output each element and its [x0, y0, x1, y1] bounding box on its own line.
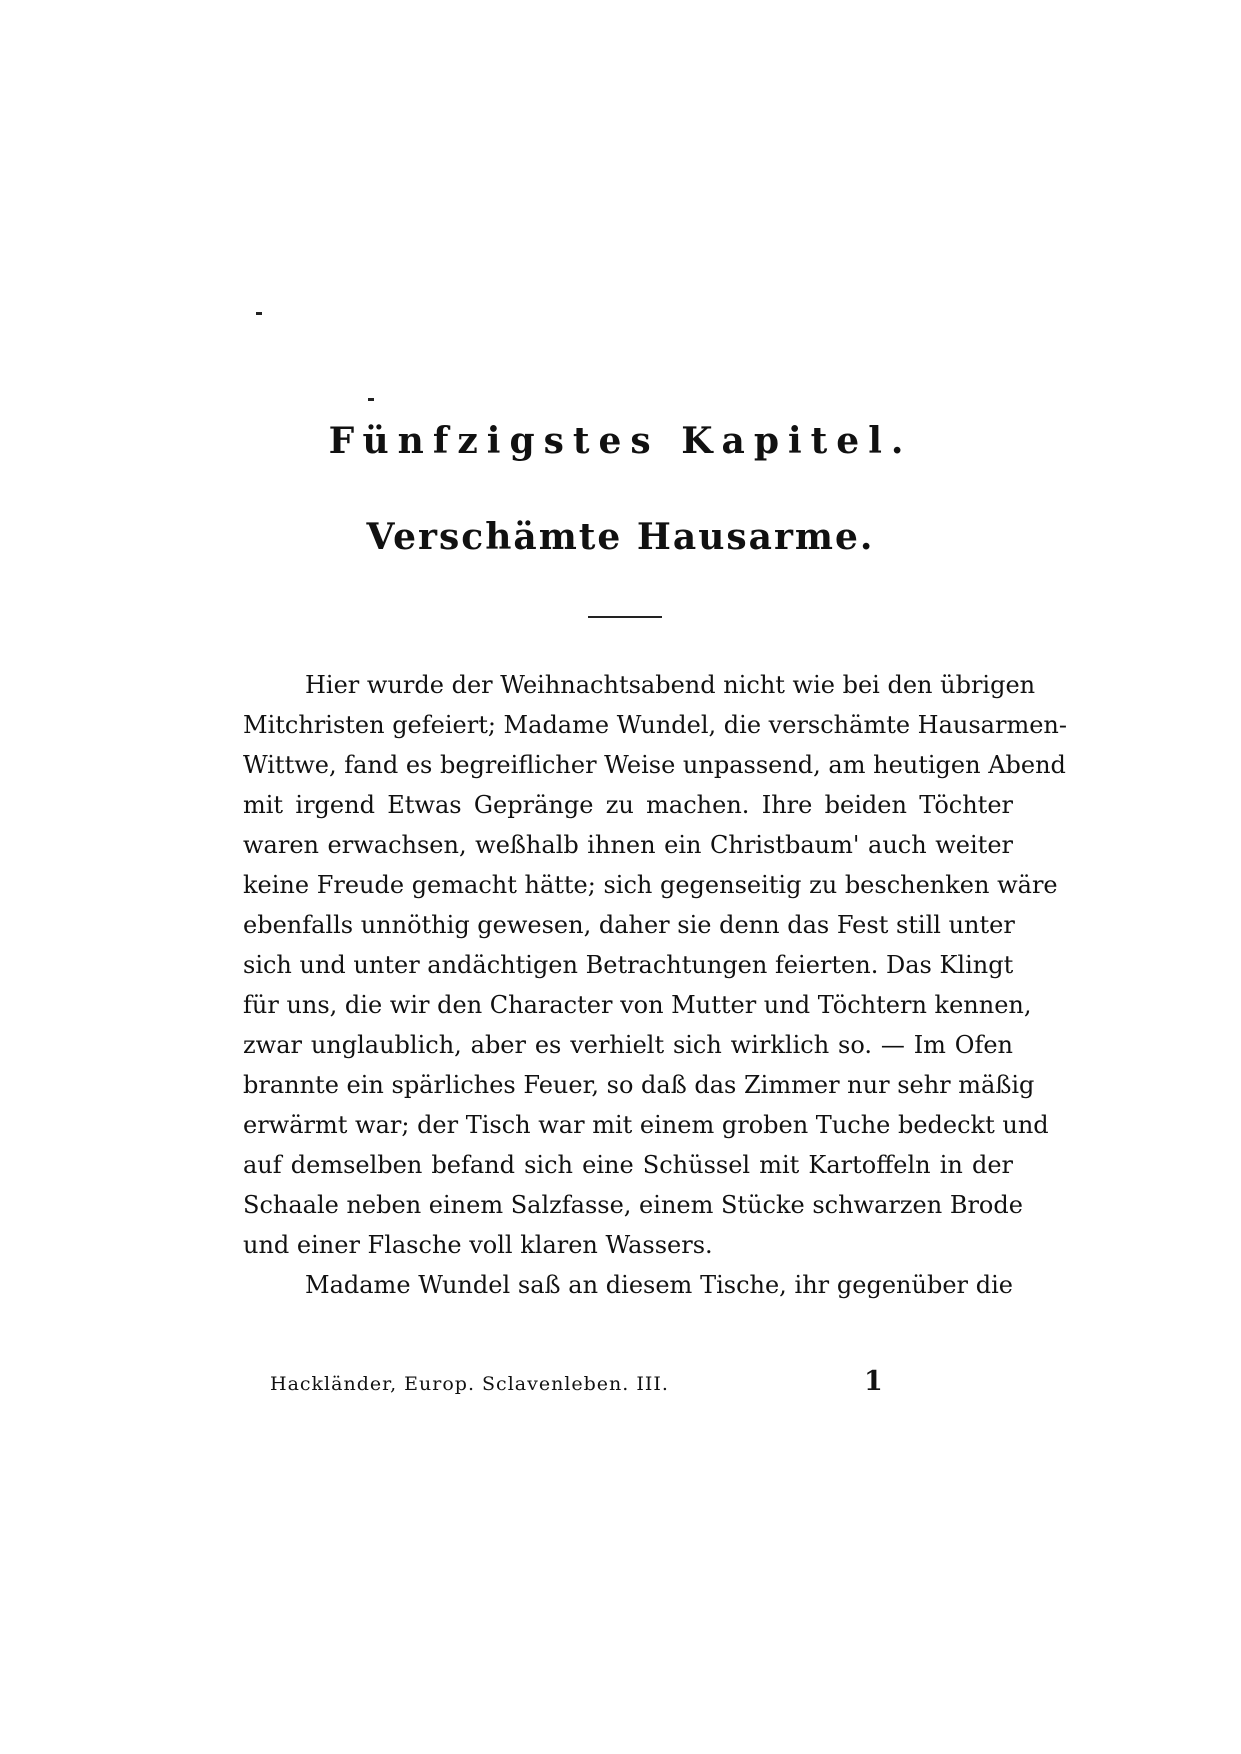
page-number: 1 [864, 1366, 883, 1397]
text-line: Hier wurde der Weihnachtsabend nicht wie bei den übrigen [305, 671, 1036, 699]
stray-ink-mark [368, 398, 374, 401]
stray-ink-mark [256, 312, 262, 315]
text-line: Mitchristen gefeiert; Madame Wundel, die verschämte Hausarmen- [243, 711, 1067, 739]
text-line: mit irgend Etwas Gepränge zu machen. Ihre beiden Töchter [243, 791, 1013, 819]
text-line: für uns, die wir den Character von Mutter und Töchtern kennen, [243, 991, 1032, 1019]
footer-source: Hackländer, Europ. Sclavenleben. III. [270, 1373, 669, 1395]
text-line: Wittwe, fand es begreiflicher Weise unpassend, am heutigen Abend [243, 751, 1066, 779]
text-line: ebenfalls unnöthig gewesen, daher sie denn das Fest still unter [243, 911, 1015, 939]
chapter-heading: Fünfzigstes Kapitel. [328, 420, 913, 462]
section-divider [588, 616, 662, 618]
text-line: Madame Wundel saß an diesem Tische, ihr gegenüber die [305, 1271, 1013, 1299]
text-line: und einer Flasche voll klaren Wassers. [243, 1231, 713, 1259]
text-line: keine Freude gemacht hätte; sich gegenseitig zu beschenken wäre [243, 871, 1058, 899]
chapter-subtitle: Verschämte Hausarme. [366, 516, 875, 558]
text-line: Schaale neben einem Salzfasse, einem Stücke schwarzen Brode [243, 1191, 1023, 1219]
text-line: zwar unglaublich, aber es verhielt sich wirklich so. — Im Ofen [243, 1031, 1013, 1059]
text-line: sich und unter andächtigen Betrachtungen feierten. Das Klingt [243, 951, 1014, 979]
text-line: waren erwachsen, weßhalb ihnen ein Christbaum' auch weiter [243, 831, 1013, 859]
body-text [243, 665, 1067, 1305]
text-line: auf demselben befand sich eine Schüssel mit Kartoffeln in der [243, 1151, 1013, 1179]
text-line: brannte ein spärliches Feuer, so daß das Zimmer nur sehr mäßig [243, 1071, 1035, 1099]
text-line: erwärmt war; der Tisch war mit einem groben Tuche bedeckt und [243, 1111, 1049, 1139]
